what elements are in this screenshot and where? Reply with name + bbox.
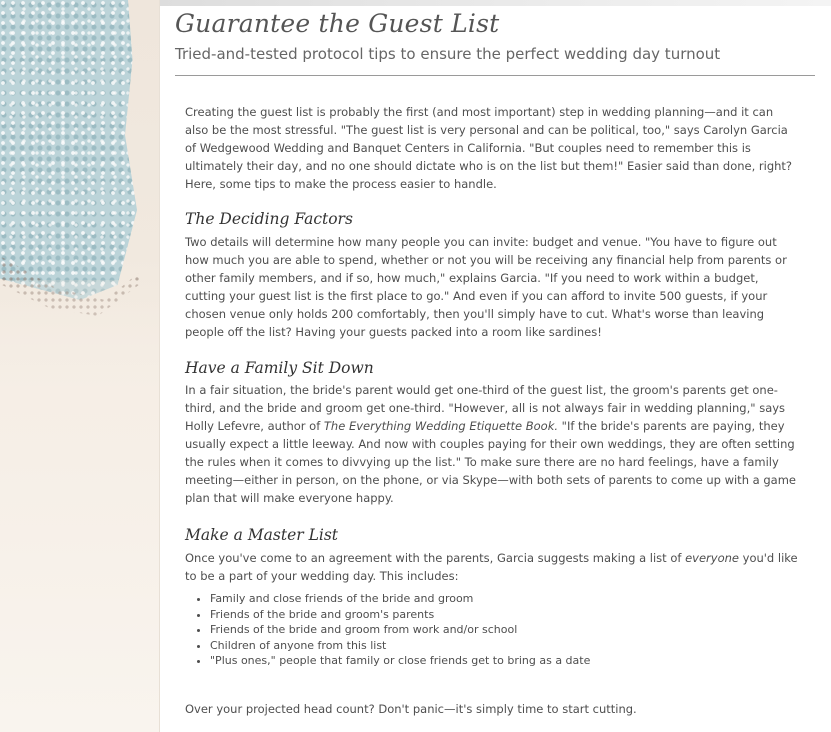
top-bar bbox=[160, 0, 831, 6]
list-item: • Friends of the bride and groom from work and/or school bbox=[210, 622, 590, 638]
list-item: • Friends of the bride and groom's parents bbox=[210, 607, 590, 623]
guest-list-bullets bbox=[185, 591, 590, 669]
text-run: Once you've come to an agreement with the parents, Garcia suggests making a list of bbox=[185, 551, 686, 565]
section-heading-master-list: Make a Master List bbox=[185, 526, 339, 544]
decorative-photo-strip bbox=[0, 0, 160, 732]
list-item: • Family and close friends of the bride and groom bbox=[210, 591, 590, 607]
section-heading-family-sit-down: Have a Family Sit Down bbox=[185, 359, 374, 377]
section-paragraph-master-list bbox=[185, 549, 798, 585]
emphasis: everyone bbox=[685, 551, 739, 565]
text-run: "If the bride's parents are paying, they usually expect a little leeway. And now with couples paying for their own weddings, they are often setting the rules when it comes to divvying up the list." To make sure there are no hard feelings, have a family meeting—either in person, on the phone, or via Skype—with both sets of parents to come up with a game plan that will make everyone happy. bbox=[185, 419, 796, 505]
section-heading-deciding-factors: The Deciding Factors bbox=[185, 210, 353, 228]
divider bbox=[159, 0, 160, 732]
text-run: you'd like to be a part of your wedding day. This includes: bbox=[185, 551, 798, 583]
title-divider bbox=[175, 75, 815, 76]
list-item: • Children of anyone from this list bbox=[210, 638, 590, 654]
intro-paragraph: Creating the guest list is probably the first (and most important) step in wedding planning—and it can also be the most stressful. "The guest list is very personal and can be political, too," says Carolyn Garcia of Wedgewood Wedding and Banquet Centers in California. "But couples need to remember this is ultimately their day, and no one should dictate who is on the list but them!" Easier said than done, right? Here, some tips to make the process easier to handle. bbox=[185, 105, 793, 191]
page-subtitle: Tried-and-tested protocol tips to ensure the perfect wedding day turnout bbox=[175, 45, 721, 63]
list-item: • "Plus ones," people that family or close friends get to bring as a date bbox=[210, 653, 590, 669]
text-run: In a fair situation, the bride's parent would get one-third of the guest list, the groom's parents get one-third, and the bride and groom get one-third. "However, all is not always fair in wedding planning," says Holly Lefevre, author of bbox=[185, 383, 786, 433]
photo-fade bbox=[0, 280, 160, 732]
section-paragraph-deciding-factors: Two details will determine how many people you can invite: budget and venue. "You have to figure out how much you are able to spend, whether or not you will be receiving any financial help from parents or other family members, and if so, how much," explains Garcia. "If you need to work within a budget, cutting your guest list is the first place to go." And even if you can afford to invite 500 guests, if your chosen venue only holds 200 comfortably, then you'll simply have to cut. What's worse than leaving people off the list? Having your guests packed into a room like sardines! bbox=[185, 235, 787, 339]
closing-paragraph: Over your projected head count? Don't panic—it's simply time to start cutting. bbox=[185, 702, 637, 716]
section-paragraph-family-sit-down bbox=[185, 381, 798, 507]
book-title: The Everything Wedding Etiquette Book. bbox=[323, 419, 559, 433]
lace-dress-image bbox=[0, 0, 140, 300]
page-title: Guarantee the Guest List bbox=[175, 9, 500, 38]
